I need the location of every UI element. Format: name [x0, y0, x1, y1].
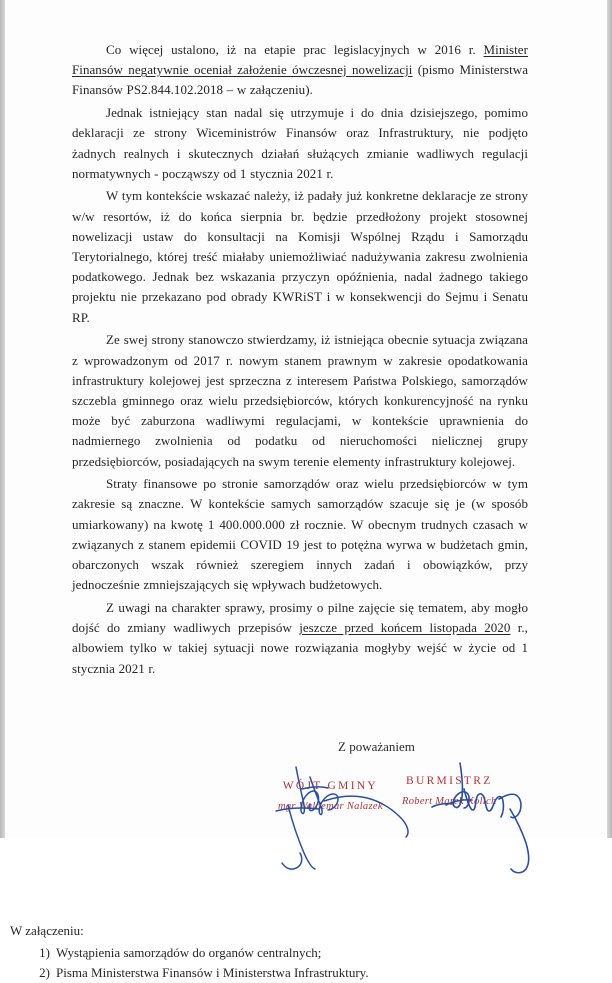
stamp-wojt-gminy — [278, 780, 383, 812]
paragraph-1 — [72, 40, 528, 101]
list-item — [39, 943, 528, 963]
stamp-burmistrz — [402, 775, 497, 807]
paragraph-2: Jednak istniejący stan nadal się utrzymuje i do dnia dzisiejszego, pomimo deklaracji ze strony Wiceministrów Finansów oraz Infrastruktury, nie podjęto żadnych realnych i skutecznych działań służących zmianie wadliwych regulacji normatywnych - począwszy od 1 stycznia 2021 r. — [72, 105, 528, 181]
attachment-number-1: 1) — [39, 945, 50, 961]
letter-body — [10, 40, 529, 983]
paragraph-6-underlined: jeszcze przed końcem listopada 2020 — [299, 620, 511, 636]
paragraph-6-text-a: Z uwagi na charakter sprawy, prosimy o pilne zajęcie się tematem, aby mogło dojść do zmiany wadliwych przepisów — [72, 599, 528, 636]
paragraph-6 — [72, 598, 528, 679]
signature-block — [72, 761, 528, 879]
attachments-section — [10, 921, 528, 983]
list-item — [39, 963, 528, 983]
attachments-list — [10, 943, 528, 983]
stamp-burmistrz-title: BURMISTRZ — [406, 775, 493, 788]
scan-edge-left — [0, 0, 5, 838]
paragraph-1-underlined: Minister Finansów negatywnie oceniał założenie ówczesnej nowelizacji — [72, 42, 528, 78]
stamp-wojt-name: mgr Waldemar Nalazek — [278, 801, 383, 813]
paragraph-4: Ze swej strony stanowczo stwierdzamy, iż istniejąca obecnie sytuacja związana z wprowadzonym od 2017 r. nowym stanem prawnym w zakresie opodatkowania infrastruktury kolejowej jest sprzeczna z interesem Państwa Polskiego, samorządów szczebla gminnego oraz wielu przedsiębiorców, których konkurencyjność na rynku może być zaburzona wadliwymi regulacjami, w kontekście uprawnienia do nadmiernego zwolnienia od podatku od nieruchomości nielicznej grupy przedsiębiorców, posiadających na swym terenie elementy infrastruktury kolejowej. — [72, 332, 528, 469]
attachment-number-2: 2) — [39, 965, 50, 981]
stamp-wojt-title: WÓJT GMINY — [282, 780, 379, 793]
attachments-heading: W załączeniu: — [10, 923, 84, 939]
attachment-text-2: Pisma Ministerstwa Finansów i Ministerstwa Infrastruktury. — [56, 965, 369, 981]
attachment-text-1: Wystąpienia samorządów do organów centralnych; — [56, 945, 322, 961]
paragraph-1-text-a: Co więcej ustalono, iż na etapie prac legislacyjnych w 2016 r. — [106, 42, 484, 57]
closing-salutation: Z poważaniem — [338, 739, 415, 755]
stamp-burmistrz-name: Robert Marek Kolich — [402, 796, 497, 808]
paragraph-1-text-b: (pismo Ministerstwa Finansów PS2.844.102.2018 – w załączeniu). — [72, 62, 529, 98]
paragraph-3: W tym kontekście wskazać należy, iż padały już konkretne deklaracje ze strony w/w resortów, iż do końca sierpnia br. będzie przedłożony projekt stosownej nowelizacji ustaw do konsultacji na Komisji Wspólnej Rządu i Samorządu Terytorialnego, której treść miałaby uniemożliwiać nadużywania zakresu zwolnienia podatkowego. Jednak bez wskazania przyczyn opóźnienia, nadal żadnego takiego projektu nie przekazano pod obrady KWRiST i w konsekwencji do Sejmu i Senatu RP. — [72, 188, 528, 325]
paragraph-5: Straty finansowe po stronie samorządów oraz wielu przedsiębiorców w tym zakresie są znaczne. W kontekście samych samorządów szacuje się je (w sposób umiarkowany) na kwotę 1 400.000.000 zł rocznie. W obecnym trudnych czasach w związanych z stanem epidemii COVID 19 jest to potężna wyrwa w budżetach gmin, obarczonych wszak również szeregiem innych zadań i obowiązków, przy jednocześnie zmniejszających się wpływach budżetowych. — [72, 476, 528, 593]
paragraph-6-text-b: r., albowiem tylko w takiej sytuacji nowe rozwiązania mogłyby wejść w życie od 1 stycznia 2021 r. — [72, 620, 528, 676]
scan-edge-right — [607, 0, 612, 838]
